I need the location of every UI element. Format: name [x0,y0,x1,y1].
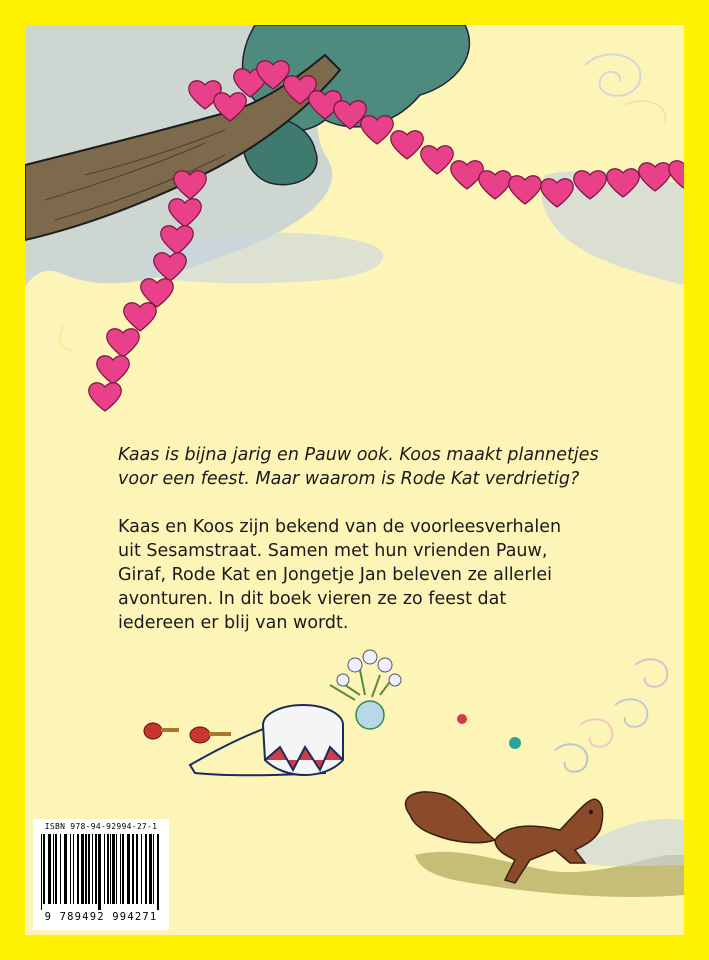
blurb-body-line: Kaas en Koos zijn bekend van de voorleesverhalen [118,517,562,537]
ean-number: 9 789492 994271 [44,911,158,923]
blurb-intro-line: voor een feest. Maar waarom is Rode Kat verdrietig? [118,469,580,489]
cover-page [25,25,684,935]
blurb-intro-line: Kaas is bijna jarig en Pauw ook. Koos maakt plannetjes [118,445,599,465]
blurb-body-line: uit Sesamstraat. Samen met hun vrienden Pauw, [118,541,548,561]
blurb-intro [118,443,599,491]
blurb-body-line: iedereen er blij van wordt. [118,613,349,633]
barcode-bars [39,834,163,910]
maracas [144,723,231,743]
blurb-body-line: Giraf, Rode Kat en Jongetje Jan beleven ze allerlei [118,565,553,585]
drum [190,705,343,775]
flower-vase [330,650,521,749]
isbn-number: ISBN 978-94-92994-27-1 [44,822,158,831]
isbn-barcode [33,819,169,930]
blurb-body [118,515,588,635]
blurb-body-line: avonturen. In dit boek vieren ze zo feest dat [118,589,507,609]
